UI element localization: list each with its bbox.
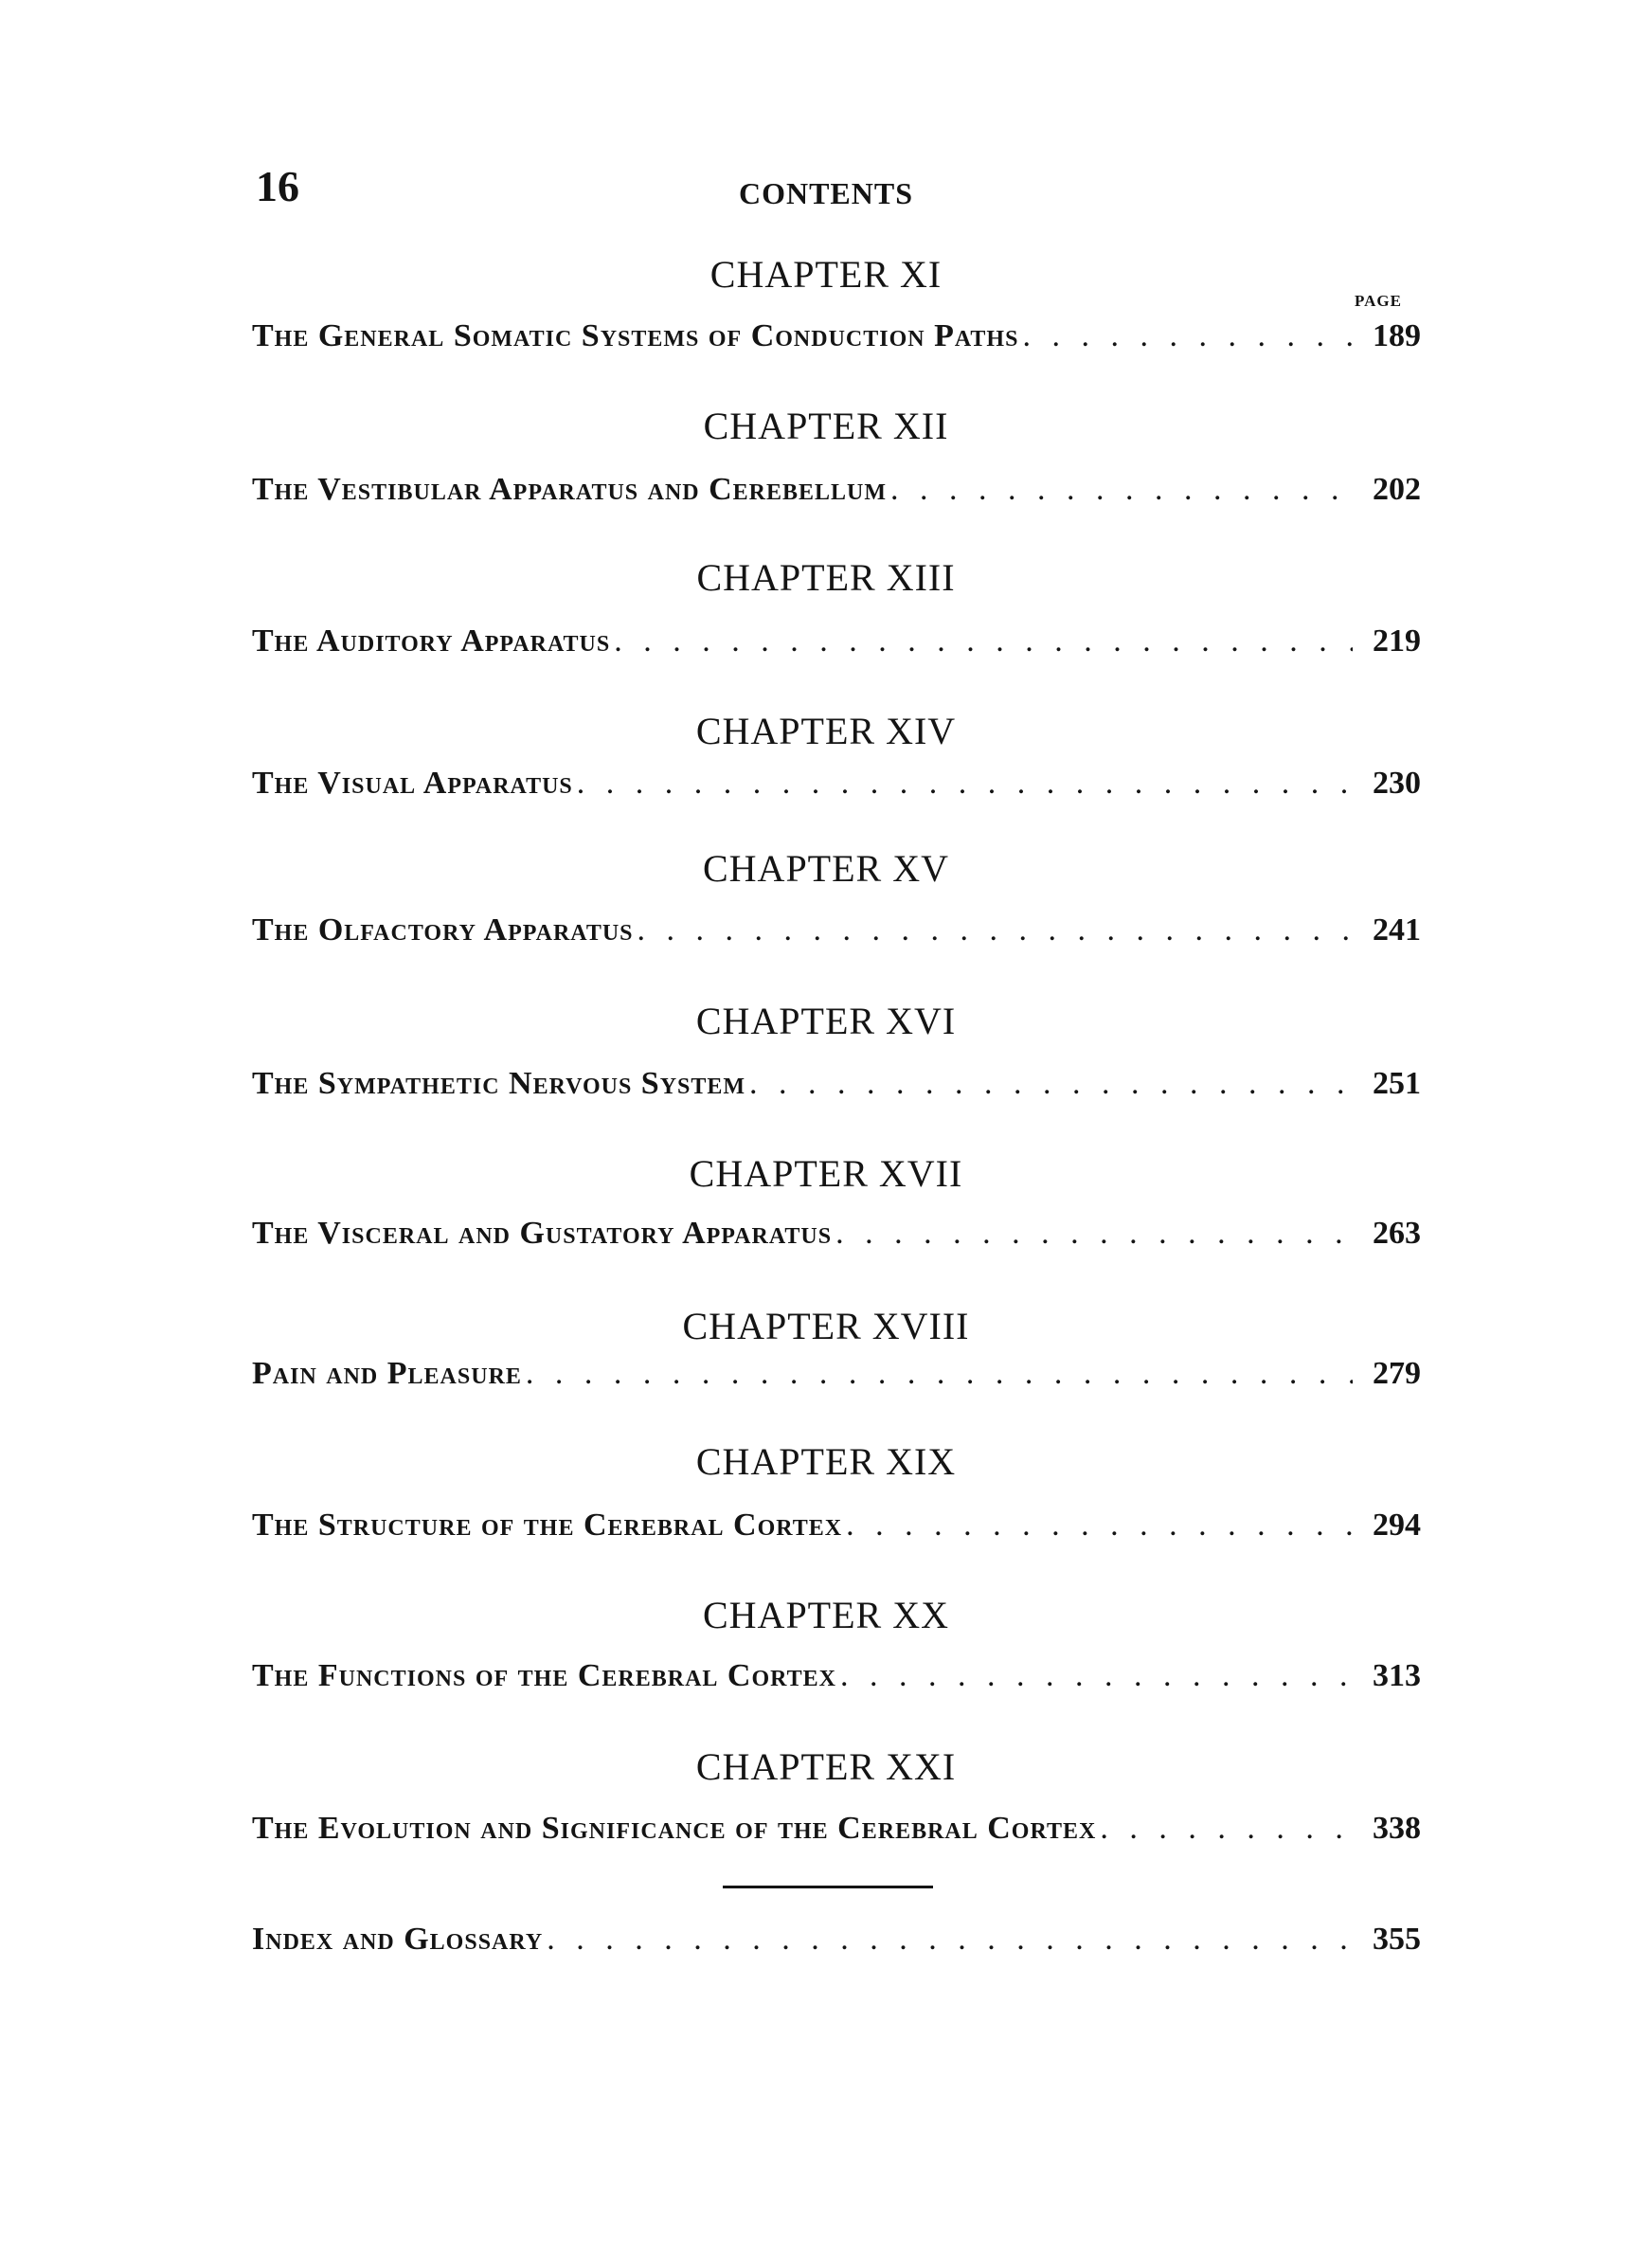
chapter-heading: CHAPTER XVII	[689, 1152, 963, 1195]
dot-leader	[846, 1509, 1353, 1542]
dot-leader	[1100, 1813, 1353, 1845]
dot-leader	[840, 1660, 1353, 1692]
dot-leader	[1022, 320, 1353, 352]
entry-page-number: 355	[1373, 1922, 1421, 1957]
dot-leader	[835, 1218, 1353, 1250]
entry-title: The Functions of the Cerebral Cortex	[252, 1658, 836, 1693]
toc-entry	[252, 1660, 1421, 1692]
dot-leader	[890, 474, 1353, 506]
toc-entry	[252, 1358, 1421, 1390]
entry-title: The Evolution and Significance of the Cerebral Cortex	[252, 1811, 1097, 1846]
dot-leader	[637, 914, 1353, 947]
toc-entry	[252, 625, 1421, 658]
section-divider	[723, 1886, 933, 1888]
toc-entry	[252, 767, 1421, 800]
entry-page-number: 294	[1373, 1508, 1421, 1543]
entry-title: Index and Glossary	[252, 1922, 544, 1957]
page-number: 16	[256, 162, 299, 210]
entry-title: The Auditory Apparatus	[252, 623, 611, 659]
chapter-heading: CHAPTER XV	[702, 847, 950, 890]
chapter-heading: CHAPTER XII	[703, 405, 949, 447]
running-head: CONTENTS	[738, 176, 914, 210]
chapter-heading: CHAPTER XVI	[695, 1000, 957, 1042]
toc-entry	[252, 1068, 1421, 1100]
chapter-heading: CHAPTER XI	[709, 253, 943, 296]
entry-title: The Structure of the Cerebral Cortex	[252, 1508, 843, 1543]
dot-leader	[526, 1358, 1353, 1390]
chapter-heading: CHAPTER XIII	[696, 556, 956, 599]
entry-title: The Visual Apparatus	[252, 766, 573, 801]
entry-page-number: 313	[1373, 1658, 1421, 1693]
toc-entry-index	[252, 1923, 1421, 1956]
dot-leader	[749, 1068, 1353, 1100]
entry-page-number: 241	[1373, 912, 1421, 948]
entry-page-number: 230	[1373, 766, 1421, 801]
toc-entry	[252, 1509, 1421, 1542]
entry-page-number: 263	[1373, 1216, 1421, 1251]
entry-page-number: 279	[1373, 1356, 1421, 1391]
page-column-label: PAGE	[1355, 292, 1402, 310]
entry-title: The General Somatic Systems of Conduction Paths	[252, 318, 1019, 353]
entry-page-number: 219	[1373, 623, 1421, 659]
toc-entry	[252, 474, 1421, 506]
entry-page-number: 202	[1373, 472, 1421, 507]
entry-title: The Sympathetic Nervous System	[252, 1066, 746, 1101]
chapter-heading: CHAPTER XIX	[695, 1440, 957, 1483]
chapter-heading: CHAPTER XX	[702, 1594, 950, 1636]
entry-page-number: 189	[1373, 318, 1421, 353]
chapter-heading: CHAPTER XXI	[695, 1745, 957, 1788]
toc-entry	[252, 1218, 1421, 1250]
entry-page-number: 251	[1373, 1066, 1421, 1101]
chapter-heading: CHAPTER XVIII	[682, 1305, 970, 1347]
dot-leader	[577, 767, 1353, 800]
dot-leader	[547, 1923, 1353, 1956]
toc-entry	[252, 914, 1421, 947]
toc-entry	[252, 1813, 1421, 1845]
entry-title: The Vestibular Apparatus and Cerebellum	[252, 472, 888, 507]
entry-title: The Olfactory Apparatus	[252, 912, 634, 948]
dot-leader	[614, 625, 1353, 658]
toc-entry	[252, 320, 1421, 352]
chapter-heading: CHAPTER XIV	[695, 710, 957, 752]
entry-page-number: 338	[1373, 1811, 1421, 1846]
entry-title: The Visceral and Gustatory Apparatus	[252, 1216, 833, 1251]
entry-title: Pain and Pleasure	[252, 1356, 522, 1391]
